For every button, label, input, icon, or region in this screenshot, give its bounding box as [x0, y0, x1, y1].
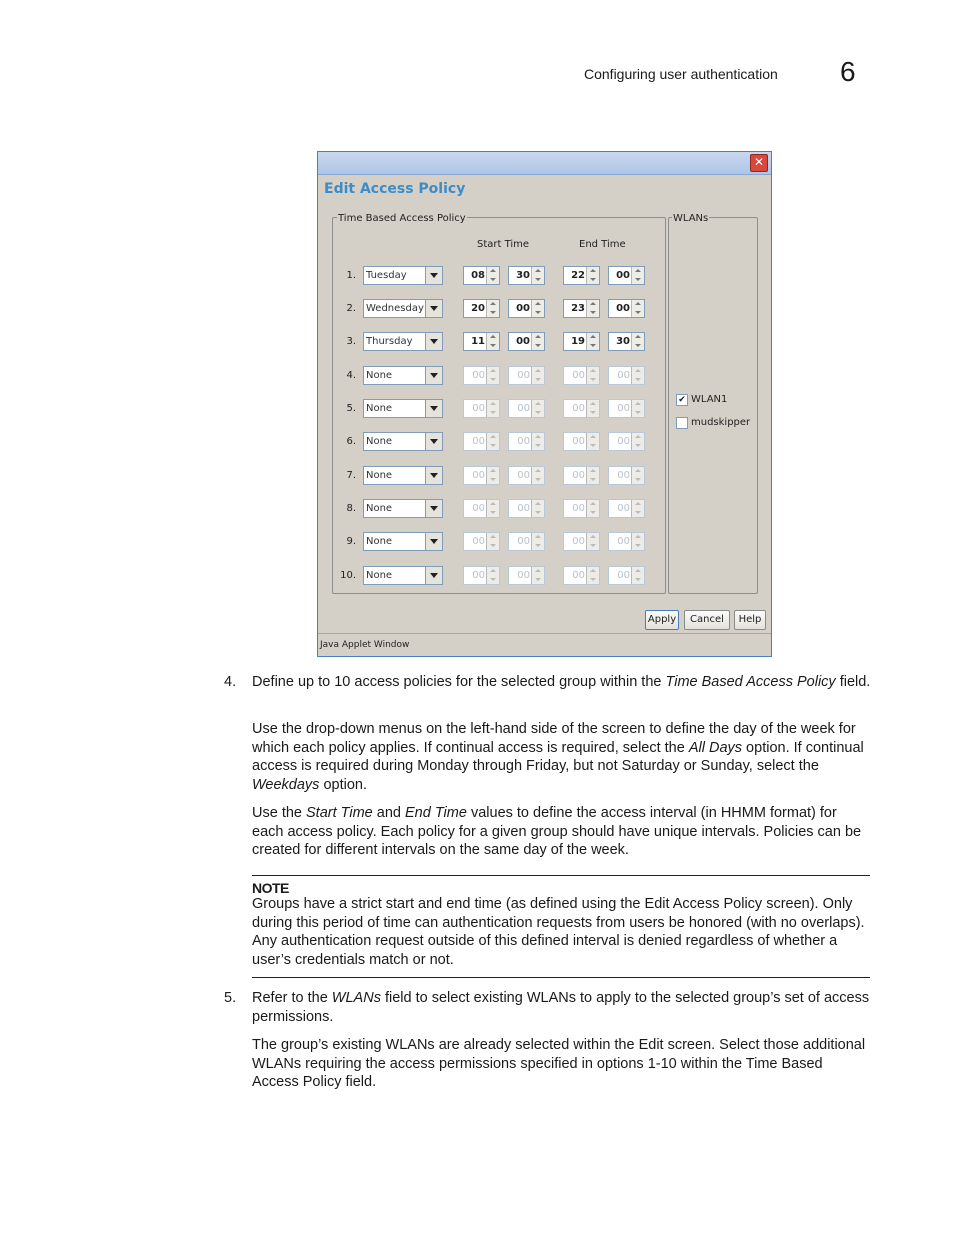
policy-row [338, 432, 658, 452]
day-select[interactable] [363, 566, 443, 585]
spinner-arrows-icon[interactable] [486, 533, 499, 550]
start-minute-spinner-value: 00 [516, 336, 530, 347]
policy-row-number: 4. [346, 370, 356, 381]
end-hour-spinner-value: 22 [571, 270, 585, 281]
applet-status-bar [318, 633, 771, 656]
wlan1-checkbox[interactable]: ✔ [676, 394, 688, 406]
chevron-down-icon[interactable] [425, 567, 442, 584]
spinner-arrows-icon[interactable] [586, 467, 599, 484]
policy-row-number: 9. [346, 536, 356, 547]
spinner-arrows-icon[interactable] [486, 300, 499, 317]
end-minute-spinner[interactable] [608, 399, 645, 418]
end-hour-spinner-value: 00 [572, 570, 585, 581]
spinner-arrows-icon[interactable] [531, 300, 544, 317]
spinner-arrows-icon[interactable] [631, 567, 644, 584]
spinner-arrows-icon[interactable] [531, 267, 544, 284]
end-hour-spinner-value: 00 [572, 470, 585, 481]
spinner-arrows-icon[interactable] [586, 267, 599, 284]
start-hour-spinner-value: 00 [472, 403, 485, 414]
chevron-down-icon[interactable] [425, 333, 442, 350]
day-select-value: None [366, 403, 393, 414]
step-number-4: 4. [224, 674, 237, 690]
spinner-arrows-icon[interactable] [531, 500, 544, 517]
policy-row [338, 332, 658, 352]
day-select[interactable] [363, 266, 443, 285]
end-minute-spinner-value: 00 [616, 303, 630, 314]
spinner-arrows-icon[interactable] [586, 567, 599, 584]
chevron-down-icon[interactable] [425, 267, 442, 284]
start-hour-spinner[interactable] [463, 432, 500, 451]
policy-row-number: 3. [346, 336, 356, 347]
day-select[interactable] [363, 299, 443, 318]
mudskipper-label: mudskipper [691, 417, 751, 428]
chapter-number: 6 [840, 56, 856, 87]
end-hour-spinner[interactable] [563, 466, 600, 485]
chevron-down-icon[interactable] [425, 500, 442, 517]
start-hour-spinner[interactable] [463, 566, 500, 585]
day-select[interactable] [363, 332, 443, 351]
apply-button[interactable]: Apply [645, 610, 679, 630]
wlan1-label: WLAN1 [691, 394, 728, 405]
start-minute-spinner[interactable] [508, 266, 545, 285]
end-minute-spinner-value: 00 [617, 470, 630, 481]
start-minute-spinner-value: 00 [516, 303, 530, 314]
day-select[interactable] [363, 366, 443, 385]
spinner-arrows-icon[interactable] [486, 467, 499, 484]
start-minute-spinner[interactable] [508, 532, 545, 551]
end-hour-spinner[interactable] [563, 432, 600, 451]
step-4-text: Define up to 10 access policies for the selected group within the Time Based Access Policy field. [252, 674, 871, 690]
end-hour-spinner[interactable] [563, 332, 600, 351]
end-minute-spinner[interactable] [608, 366, 645, 385]
policy-row [338, 366, 658, 386]
end-hour-spinner[interactable] [563, 399, 600, 418]
spinner-arrows-icon[interactable] [486, 500, 499, 517]
start-minute-spinner-value: 00 [517, 536, 530, 547]
spinner-arrows-icon[interactable] [486, 433, 499, 450]
day-select[interactable] [363, 466, 443, 485]
start-hour-spinner[interactable] [463, 332, 500, 351]
end-minute-spinner[interactable] [608, 299, 645, 318]
note-top-rule [252, 875, 870, 876]
policy-row-number: 2. [346, 303, 356, 314]
start-hour-spinner[interactable] [463, 366, 500, 385]
spinner-arrows-icon[interactable] [486, 567, 499, 584]
end-hour-spinner[interactable] [563, 266, 600, 285]
edit-access-policy-dialog [317, 151, 772, 657]
end-hour-spinner-value: 00 [572, 436, 585, 447]
end-minute-spinner-value: 00 [617, 503, 630, 514]
end-minute-spinner[interactable] [608, 532, 645, 551]
spinner-arrows-icon[interactable] [531, 533, 544, 550]
start-minute-spinner[interactable] [508, 299, 545, 318]
spinner-arrows-icon[interactable] [631, 500, 644, 517]
end-hour-spinner[interactable] [563, 499, 600, 518]
spinner-arrows-icon[interactable] [531, 400, 544, 417]
end-hour-spinner-value: 00 [572, 536, 585, 547]
end-hour-spinner[interactable] [563, 566, 600, 585]
end-minute-spinner[interactable] [608, 332, 645, 351]
note-text: Groups have a strict start and end time (as defined using the Edit Access Policy screen). Only during this period of time can authentication requests from users be honored (with no overlaps). Any authentication request outside of this defined interval is denied regardless of whether a user’s credentials match or not. [252, 896, 865, 969]
end-minute-spinner[interactable] [608, 432, 645, 451]
day-select-value: None [366, 470, 393, 481]
spinner-arrows-icon[interactable] [631, 300, 644, 317]
start-hour-spinner-value: 00 [472, 503, 485, 514]
start-minute-spinner[interactable] [508, 399, 545, 418]
start-time-header: Start Time [477, 239, 530, 250]
spinner-arrows-icon[interactable] [586, 300, 599, 317]
spinner-arrows-icon[interactable] [531, 467, 544, 484]
end-hour-spinner-value: 00 [572, 403, 585, 414]
start-hour-spinner-value: 08 [471, 270, 485, 281]
day-select-value: Wednesday [366, 303, 424, 314]
spinner-arrows-icon[interactable] [586, 433, 599, 450]
chevron-down-icon[interactable] [425, 400, 442, 417]
start-minute-spinner-value: 00 [517, 370, 530, 381]
spinner-arrows-icon[interactable] [486, 400, 499, 417]
day-select-value: None [366, 436, 393, 447]
spinner-arrows-icon[interactable] [631, 367, 644, 384]
day-select-value: Thursday [366, 336, 413, 347]
start-minute-spinner[interactable] [508, 366, 545, 385]
start-minute-spinner-value: 00 [517, 403, 530, 414]
start-minute-spinner-value: 00 [517, 436, 530, 447]
end-minute-spinner-value: 00 [617, 403, 630, 414]
end-minute-spinner[interactable] [608, 566, 645, 585]
note-bottom-rule [252, 977, 870, 978]
start-minute-spinner-value: 00 [517, 503, 530, 514]
start-minute-spinner[interactable] [508, 332, 545, 351]
cancel-button[interactable]: Cancel [684, 610, 730, 630]
spinner-arrows-icon[interactable] [486, 333, 499, 350]
spinner-arrows-icon[interactable] [631, 433, 644, 450]
end-minute-spinner-value: 00 [617, 570, 630, 581]
step-5-text: Refer to the WLANs field to select existing WLANs to apply to the selected group’s set of access permissions. [252, 990, 870, 1025]
start-minute-spinner-value: 30 [516, 270, 530, 281]
spinner-arrows-icon[interactable] [531, 367, 544, 384]
spinner-arrows-icon[interactable] [486, 267, 499, 284]
paragraph-day-menus: Use the drop-down menus on the left-hand side of the screen to define the day of the week for which each policy applies. If continual access is required, select the All Days option. If continual access is required during Monday through Friday, but not Saturday or Sunday, select the Weekdays option. [252, 721, 864, 794]
spinner-arrows-icon[interactable] [631, 267, 644, 284]
wlans-label: WLANs [673, 213, 709, 224]
day-select-value: None [366, 570, 393, 581]
note-label: NOTE [252, 880, 289, 896]
spinner-arrows-icon[interactable] [586, 333, 599, 350]
end-hour-spinner[interactable] [563, 366, 600, 385]
policy-row [338, 499, 658, 519]
start-hour-spinner-value: 20 [471, 303, 485, 314]
start-minute-spinner[interactable] [508, 466, 545, 485]
start-hour-spinner[interactable] [463, 499, 500, 518]
paragraph-start-end-time: Use the Start Time and End Time values to define the access interval (in HHMM format) for each access policy. Each policy for a given group should have unique intervals. Policies can be created for different intervals on the same day of the week. [252, 805, 862, 859]
policy-row [338, 532, 658, 552]
start-minute-spinner-value: 00 [517, 470, 530, 481]
end-minute-spinner[interactable] [608, 266, 645, 285]
spinner-arrows-icon[interactable] [531, 433, 544, 450]
end-minute-spinner-value: 00 [617, 436, 630, 447]
day-select[interactable] [363, 432, 443, 451]
chevron-down-icon[interactable] [425, 367, 442, 384]
start-hour-spinner[interactable] [463, 299, 500, 318]
spinner-arrows-icon[interactable] [531, 567, 544, 584]
spinner-arrows-icon[interactable] [631, 533, 644, 550]
start-minute-spinner-value: 00 [517, 570, 530, 581]
chevron-down-icon[interactable] [425, 467, 442, 484]
policy-row [338, 566, 658, 586]
policy-row-number: 6. [346, 436, 356, 447]
day-select-value: None [366, 536, 393, 547]
help-button[interactable]: Help [734, 610, 766, 630]
end-hour-spinner-value: 19 [571, 336, 585, 347]
chevron-down-icon[interactable] [425, 533, 442, 550]
end-minute-spinner-value: 30 [616, 336, 630, 347]
end-hour-spinner-value: 23 [571, 303, 585, 314]
policy-row-number: 10. [340, 570, 356, 581]
end-hour-spinner[interactable] [563, 299, 600, 318]
end-minute-spinner-value: 00 [617, 370, 630, 381]
day-select[interactable] [363, 532, 443, 551]
end-minute-spinner[interactable] [608, 466, 645, 485]
chevron-down-icon[interactable] [425, 433, 442, 450]
start-hour-spinner[interactable] [463, 532, 500, 551]
day-select-value: Tuesday [366, 270, 407, 281]
mudskipper-checkbox[interactable] [676, 417, 688, 429]
end-minute-spinner-value: 00 [617, 536, 630, 547]
start-hour-spinner[interactable] [463, 466, 500, 485]
start-hour-spinner-value: 00 [472, 370, 485, 381]
chevron-down-icon[interactable] [425, 300, 442, 317]
start-hour-spinner-value: 00 [472, 570, 485, 581]
policy-row [338, 299, 658, 319]
dialog-heading: Edit Access Policy [324, 181, 466, 197]
day-select-value: None [366, 503, 393, 514]
policy-row [338, 266, 658, 286]
end-hour-spinner-value: 00 [572, 370, 585, 381]
spinner-arrows-icon[interactable] [631, 400, 644, 417]
step-number-5: 5. [224, 990, 237, 1006]
end-hour-spinner-value: 00 [572, 503, 585, 514]
end-time-header: End Time [579, 239, 626, 250]
start-hour-spinner[interactable] [463, 399, 500, 418]
policy-row-number: 5. [346, 403, 356, 414]
start-hour-spinner-value: 11 [471, 336, 485, 347]
spinner-arrows-icon[interactable] [586, 533, 599, 550]
policy-row-number: 1. [346, 270, 356, 281]
dialog-titlebar [318, 152, 771, 175]
end-minute-spinner[interactable] [608, 499, 645, 518]
day-select[interactable] [363, 499, 443, 518]
end-hour-spinner[interactable] [563, 532, 600, 551]
time-based-access-policy-label: Time Based Access Policy [338, 213, 466, 224]
start-hour-spinner-value: 00 [472, 436, 485, 447]
spinner-arrows-icon[interactable] [586, 367, 599, 384]
end-minute-spinner-value: 00 [616, 270, 630, 281]
day-select-value: None [366, 370, 393, 381]
spinner-arrows-icon[interactable] [631, 467, 644, 484]
spinner-arrows-icon[interactable] [586, 400, 599, 417]
spinner-arrows-icon[interactable] [586, 500, 599, 517]
start-minute-spinner[interactable] [508, 432, 545, 451]
spinner-arrows-icon[interactable] [531, 333, 544, 350]
policy-row-number: 7. [346, 470, 356, 481]
start-hour-spinner-value: 00 [472, 470, 485, 481]
running-header-title: Configuring user authentication [584, 66, 778, 82]
close-icon[interactable]: ✕ [750, 154, 768, 172]
start-minute-spinner[interactable] [508, 566, 545, 585]
spinner-arrows-icon[interactable] [486, 367, 499, 384]
policy-row [338, 399, 658, 419]
spinner-arrows-icon[interactable] [631, 333, 644, 350]
day-select[interactable] [363, 399, 443, 418]
start-minute-spinner[interactable] [508, 499, 545, 518]
start-hour-spinner-value: 00 [472, 536, 485, 547]
policy-row [338, 466, 658, 486]
policy-row-number: 8. [346, 503, 356, 514]
paragraph-existing-wlans: The group’s existing WLANs are already selected within the Edit screen. Select those additional WLANs requiring the access permissions specified in options 1-10 within the Time Based Access Policy field. [252, 1037, 866, 1091]
start-hour-spinner[interactable] [463, 266, 500, 285]
applet-status-text: Java Applet Window [320, 640, 410, 650]
